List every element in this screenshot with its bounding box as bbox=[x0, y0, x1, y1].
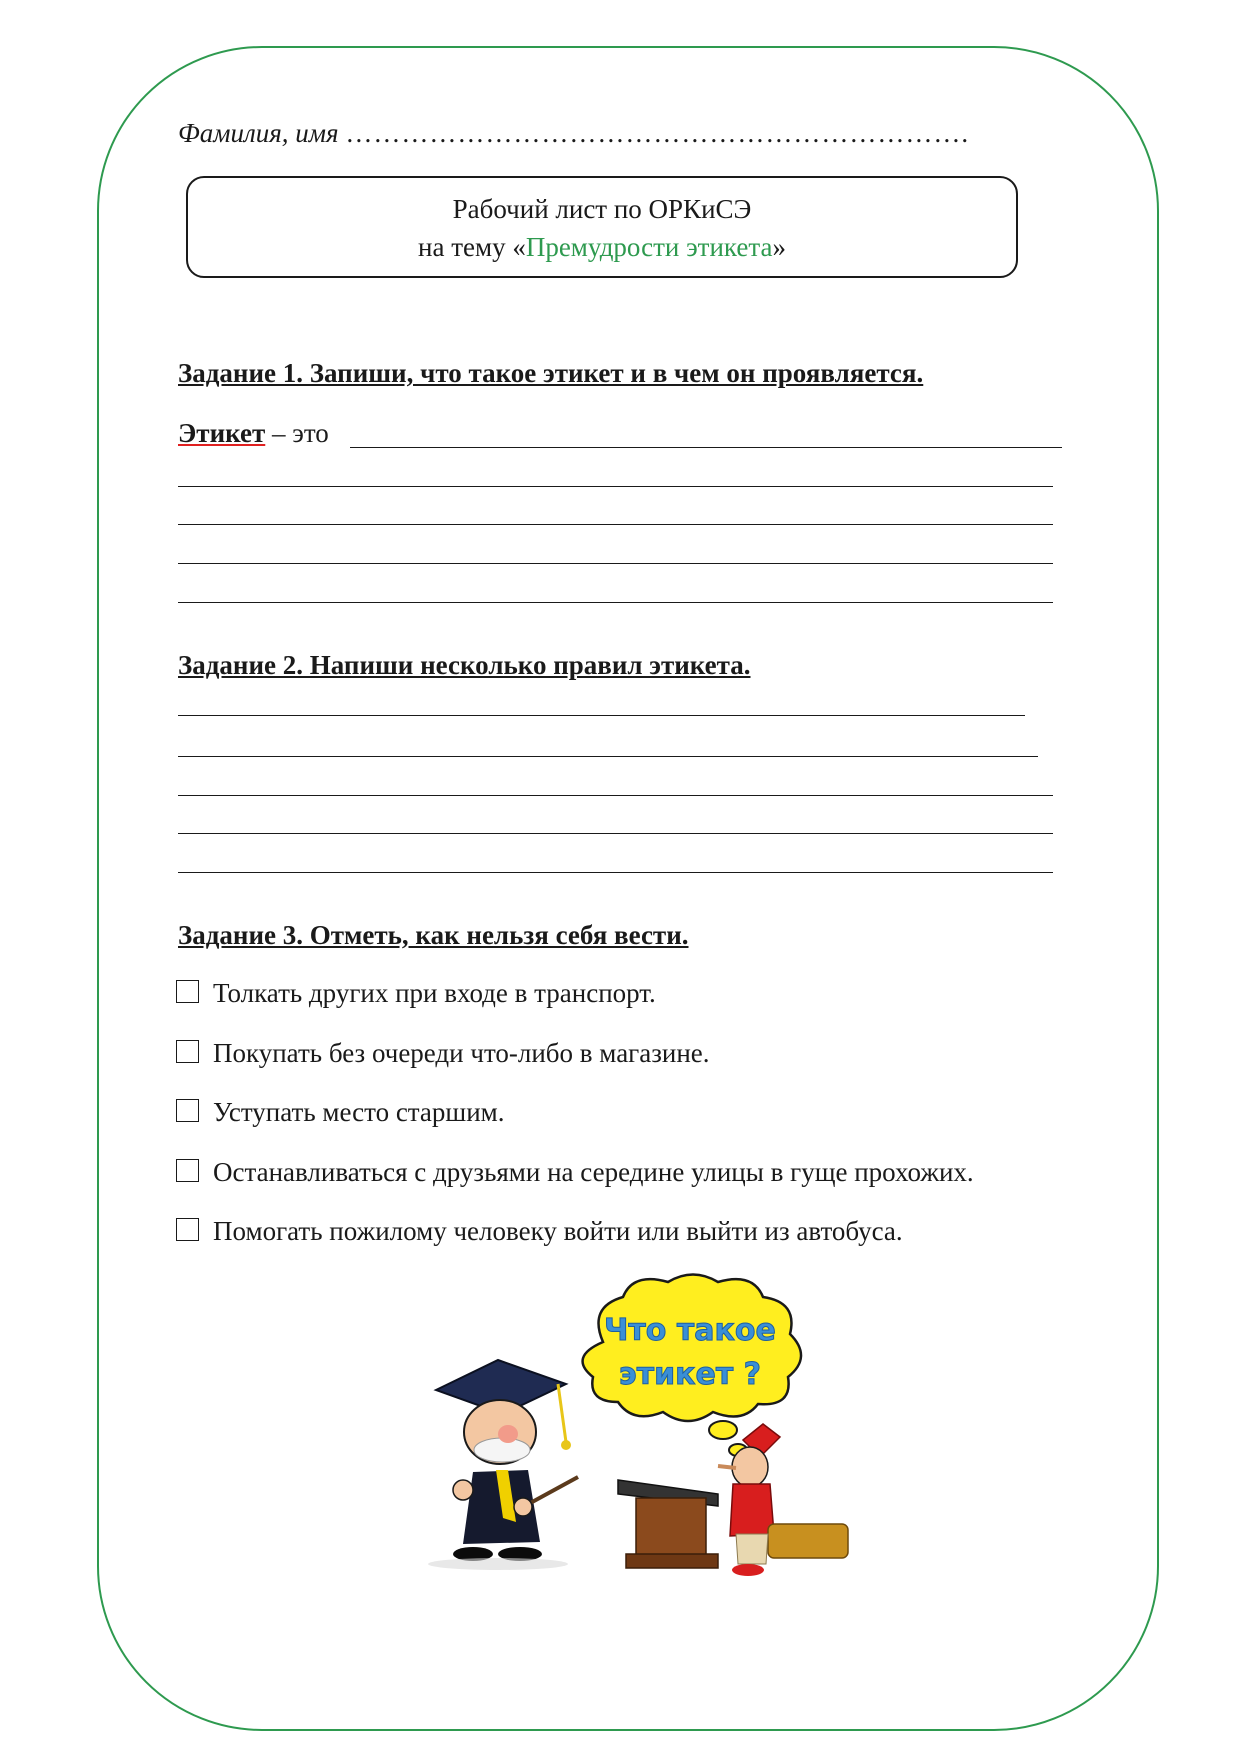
answer-line-1-3[interactable] bbox=[178, 524, 1053, 525]
check-option-5[interactable]: Помогать пожилому человеку войти или выйти из автобуса. bbox=[176, 1216, 903, 1247]
title-topic: Премудрости этикета bbox=[525, 232, 773, 262]
bubble-text-line-1: Что такое bbox=[604, 1313, 776, 1348]
professor-figure bbox=[428, 1360, 578, 1570]
answer-line-1-2[interactable] bbox=[178, 486, 1053, 487]
name-dots: …………………………………………………………. bbox=[345, 118, 970, 148]
checkbox[interactable] bbox=[176, 1159, 199, 1182]
checkbox[interactable] bbox=[176, 1040, 199, 1063]
bubble-text-line-2: этикет ? bbox=[618, 1357, 762, 1392]
answer-line-1-5[interactable] bbox=[178, 602, 1053, 603]
etiquette-term: Этикет bbox=[178, 418, 266, 448]
answer-line-1-1[interactable] bbox=[350, 447, 1062, 448]
check-option-4[interactable]: Останавливаться с друзьями на середине улицы в гуще прохожих. bbox=[176, 1157, 974, 1188]
checkbox[interactable] bbox=[176, 980, 199, 1003]
title-line-1: Рабочий лист по ОРКиСЭ bbox=[452, 194, 752, 224]
answer-line-1-4[interactable] bbox=[178, 563, 1053, 564]
answer-line-2-1[interactable] bbox=[178, 715, 1025, 716]
check-option-3[interactable]: Уступать место старшим. bbox=[176, 1097, 505, 1128]
answer-line-2-2[interactable] bbox=[178, 756, 1038, 757]
etiquette-illustration bbox=[418, 1272, 918, 1612]
checkbox[interactable] bbox=[176, 1099, 199, 1122]
answer-line-2-3[interactable] bbox=[178, 795, 1053, 796]
answer-line-2-4[interactable] bbox=[178, 833, 1053, 834]
checkbox[interactable] bbox=[176, 1218, 199, 1241]
check-option-1[interactable]: Толкать других при входе в транспорт. bbox=[176, 978, 656, 1009]
title-line-2: на тему «Премудрости этикета» bbox=[418, 232, 786, 262]
task2-heading: Задание 2. Напиши несколько правил этикета. bbox=[178, 650, 751, 680]
etiquette-dash: – это bbox=[265, 418, 329, 448]
task3-heading: Задание 3. Отметь, как нельзя себя вести. bbox=[178, 920, 689, 950]
etiquette-definition-line bbox=[178, 418, 329, 449]
check-option-2[interactable]: Покупать без очереди что-либо в магазине. bbox=[176, 1038, 710, 1069]
title-box bbox=[186, 176, 1018, 278]
name-field[interactable] bbox=[178, 118, 969, 149]
answer-line-2-5[interactable] bbox=[178, 872, 1053, 873]
task1-heading: Задание 1. Запиши, что такое этикет и в чем он проявляется. bbox=[178, 358, 924, 388]
name-label: Фамилия, имя bbox=[178, 118, 339, 148]
